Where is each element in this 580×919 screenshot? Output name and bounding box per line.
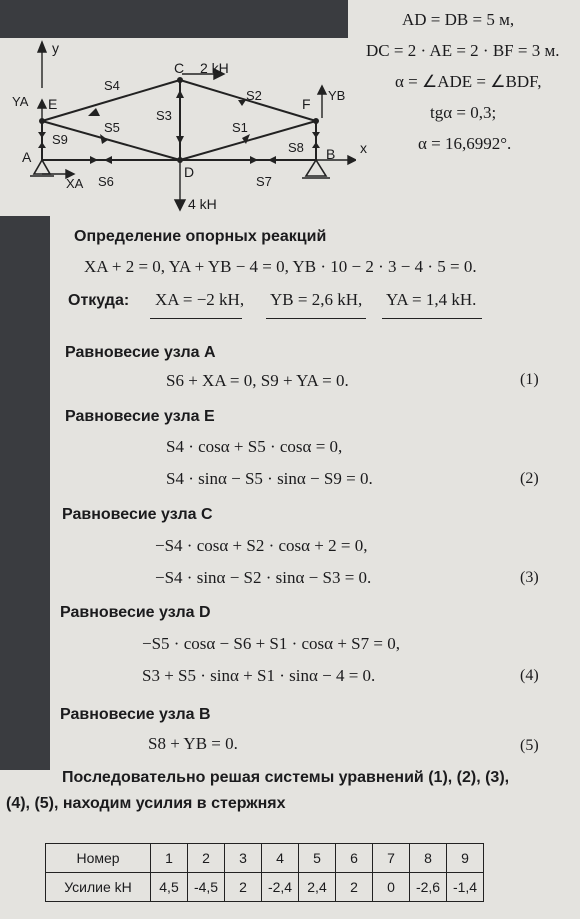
- reactions-otkuda: Откуда:: [68, 292, 130, 309]
- node-B-number: (5): [520, 737, 539, 754]
- label-force-2kH: 2 kH: [200, 60, 229, 76]
- node-A-title: Равновесие узла A: [65, 344, 216, 361]
- table-values-row: [46, 873, 484, 902]
- node-C: [177, 77, 183, 83]
- label-y-axis: y: [52, 40, 59, 56]
- label-S6: S6: [98, 174, 114, 189]
- given-line-2: DC = 2 · AE = 2 · BF = 3 м.: [366, 41, 560, 60]
- table-value: -4,5: [188, 873, 225, 902]
- conclusion-line-1: Последовательно решая системы уравнений (1), (2), (3),: [62, 769, 510, 786]
- table-number: 9: [447, 844, 484, 873]
- label-node-E: E: [48, 96, 58, 112]
- label-node-F: F: [302, 96, 311, 112]
- node-E: [39, 118, 45, 124]
- node-E-equation-2: S4 · sinα − S5 · sinα − S9 = 0.: [166, 469, 373, 488]
- table-head-label: Номер: [46, 844, 151, 873]
- table-value: 2,4: [299, 873, 336, 902]
- table-value: 0: [373, 873, 410, 902]
- table-number: 6: [336, 844, 373, 873]
- given-line-3: α = ∠ADE = ∠BDF,: [395, 72, 542, 91]
- reaction-YB-result: YB = 2,6 kH,: [270, 290, 363, 309]
- node-C-equation-1: −S4 · cosα + S2 · cosα + 2 = 0,: [155, 536, 368, 555]
- node-F: [313, 118, 319, 124]
- underline-YB: [266, 318, 366, 319]
- forces-table: [45, 843, 484, 902]
- node-C-equation-2: −S4 · sinα − S2 · sinα − S3 = 0.: [155, 568, 372, 587]
- node-D-title: Равновесие узла D: [60, 604, 211, 621]
- table-header-row: [46, 844, 484, 873]
- s-arrow: [176, 90, 184, 98]
- label-node-D: D: [184, 164, 195, 180]
- label-YB: YB: [328, 88, 346, 103]
- label-force-4kH: 4 kH: [188, 196, 217, 212]
- label-node-A: A: [22, 149, 32, 165]
- label-node-B: B: [326, 146, 336, 162]
- y-axis-arrow: [38, 42, 46, 52]
- label-S1: S1: [232, 120, 248, 135]
- table-number: 2: [188, 844, 225, 873]
- s-arrow: [312, 132, 320, 138]
- table-value: -2,6: [410, 873, 447, 902]
- table-row-label: Усилие kH: [46, 873, 151, 902]
- table-number: 7: [373, 844, 410, 873]
- label-S8: S8: [288, 140, 304, 155]
- node-B-equation: S8 + YB = 0.: [148, 734, 238, 753]
- s-arrow: [38, 142, 46, 148]
- support-A: [30, 160, 54, 176]
- support-B: [302, 160, 330, 178]
- underline-XA: [150, 318, 242, 319]
- underline-YA: [382, 318, 482, 319]
- node-D-equation-2: S3 + S5 · sinα + S1 · sinα − 4 = 0.: [142, 666, 376, 685]
- node-D-equation-1: −S5 · cosα − S6 + S1 · cosα + S7 = 0,: [142, 634, 400, 653]
- s-arrow: [88, 108, 100, 116]
- reactions-equations: XA + 2 = 0, YA + YB − 4 = 0, YB · 10 − 2 · 3 − 4 · 5 = 0.: [84, 257, 477, 276]
- table-value: -1,4: [447, 873, 484, 902]
- given-line-4: tgα = 0,3;: [430, 103, 497, 122]
- label-S2: S2: [246, 88, 262, 103]
- s-arrow: [104, 156, 112, 164]
- node-E-title: Равновесие узла E: [65, 408, 215, 425]
- table-number: 3: [225, 844, 262, 873]
- table-number: 8: [410, 844, 447, 873]
- table-value: 4,5: [151, 873, 188, 902]
- table-value: 2: [336, 873, 373, 902]
- table-value: -2,4: [262, 873, 299, 902]
- table-number: 5: [299, 844, 336, 873]
- node-D: [177, 157, 183, 163]
- node-C-number: (3): [520, 569, 539, 586]
- reaction-YA-arrow: [38, 100, 46, 108]
- label-S4: S4: [104, 78, 120, 93]
- s-arrow: [250, 156, 258, 164]
- label-node-C: C: [174, 60, 185, 76]
- table-number: 1: [151, 844, 188, 873]
- given-line-5: α = 16,6992°.: [418, 134, 512, 153]
- given-line-1: AD = DB = 5 м,: [402, 10, 515, 29]
- label-x-axis: x: [360, 140, 367, 156]
- label-S9: S9: [52, 132, 68, 147]
- label-S5: S5: [104, 120, 120, 135]
- node-E-number: (2): [520, 470, 539, 487]
- node-A-equation: S6 + XA = 0, S9 + YA = 0.: [166, 371, 349, 390]
- force-4kH-arrow: [175, 200, 185, 210]
- label-S7: S7: [256, 174, 272, 189]
- reaction-YB-arrow: [318, 86, 326, 94]
- node-D-number: (4): [520, 667, 539, 684]
- label-XA: XA: [66, 176, 84, 191]
- s-arrow: [90, 156, 98, 164]
- table-value: 2: [225, 873, 262, 902]
- conclusion-line-2: (4), (5), находим усилия в стержнях: [6, 795, 286, 812]
- reaction-YA-result: YA = 1,4 kH.: [386, 290, 477, 309]
- x-axis-arrow: [348, 156, 356, 164]
- label-S3: S3: [156, 108, 172, 123]
- reaction-XA-result: XA = −2 kH,: [155, 290, 245, 309]
- label-YA: YA: [12, 94, 29, 109]
- s-arrow: [312, 142, 320, 148]
- node-C-title: Равновесие узла C: [62, 506, 213, 523]
- s-arrow: [38, 132, 46, 138]
- reactions-title: Определение опорных реакций: [74, 228, 327, 245]
- s-arrow: [238, 100, 246, 106]
- s-arrow: [176, 136, 184, 144]
- s-arrow: [268, 156, 276, 164]
- node-E-equation-1: S4 · cosα + S5 · cosα = 0,: [166, 437, 343, 456]
- table-number: 4: [262, 844, 299, 873]
- node-A-number: (1): [520, 371, 539, 388]
- node-B-title: Равновесие узла B: [60, 706, 211, 723]
